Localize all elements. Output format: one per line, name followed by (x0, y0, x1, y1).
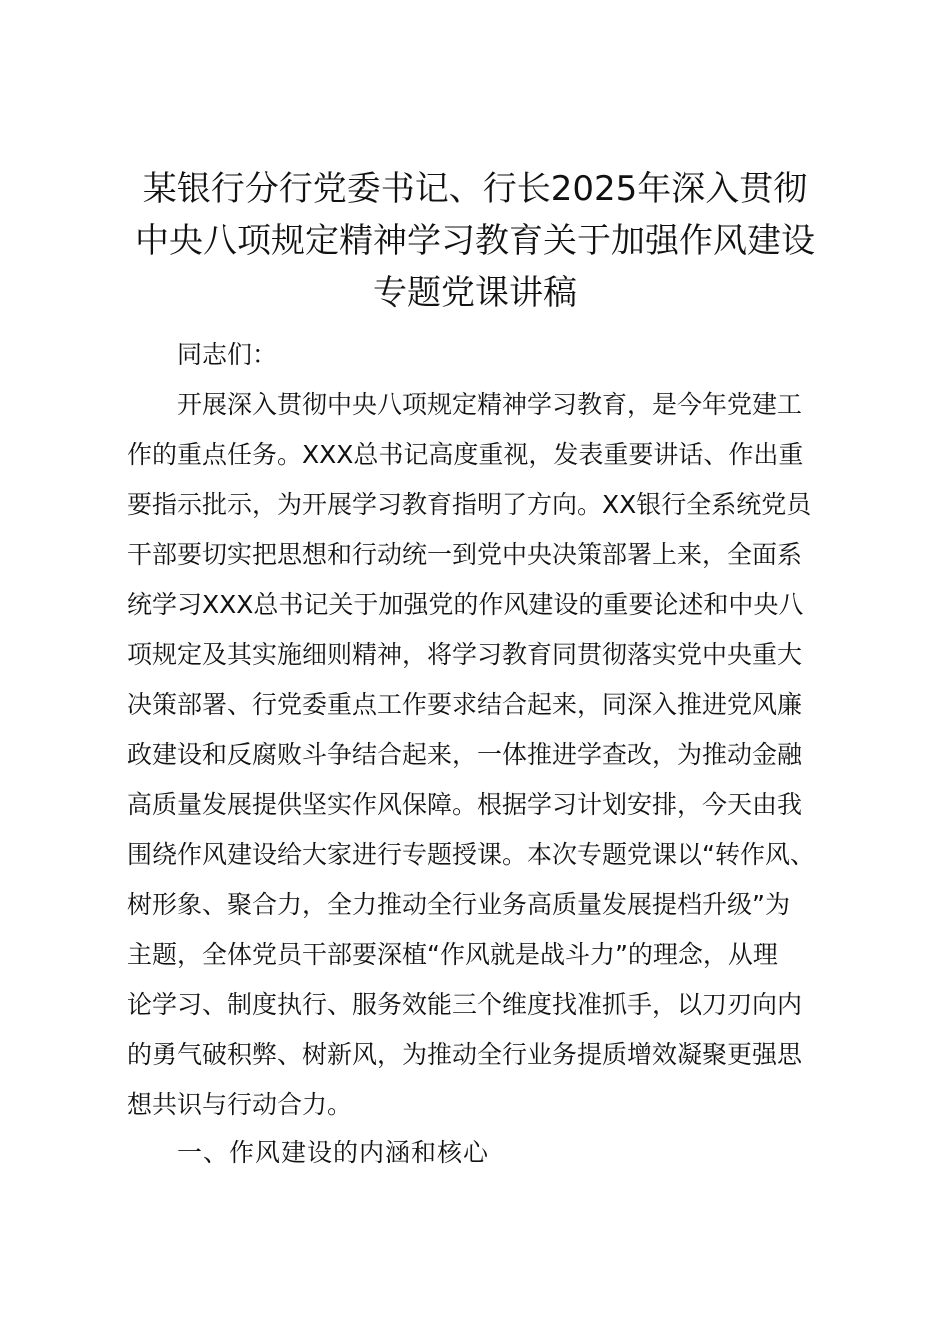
paragraph-line: 项规定及其实施细则精神，将学习教育同贯彻落实党中央重大 (127, 640, 803, 669)
title-line-3: 专题党课讲稿 (373, 273, 577, 313)
paragraph-line: 作的重点任务。XXX总书记高度重视，发表重要讲话、作出重 (127, 440, 804, 469)
paragraph-line: 树形象、聚合力，全力推动全行业务高质量发展提档升级”为 (127, 890, 790, 919)
paragraph-line: 开展深入贯彻中央八项规定精神学习教育，是今年党建工 (177, 390, 803, 419)
paragraph-line: 围绕作风建设给大家进行专题授课。本次专题党课以“转作风、 (127, 840, 815, 869)
title-line-1: 某银行分行党委书记、行长2025年深入贯彻 (142, 169, 808, 209)
paragraph-line: 高质量发展提供坚实作风保障。根据学习计划安排，今天由我 (127, 790, 803, 819)
paragraph-line: 决策部署、行党委重点工作要求结合起来，同深入推进党风廉 (127, 690, 803, 719)
paragraph-intro (127, 380, 831, 1130)
paragraph-line: 想共识与行动合力。 (127, 1090, 353, 1119)
paragraph-line: 干部要切实把思想和行动统一到党中央决策部署上来，全面系 (127, 540, 803, 569)
paragraph-line: 的勇气破积弊、树新风，为推动全行业务提质增效凝聚更强思 (127, 1040, 803, 1069)
paragraph-line: 要指示批示，为开展学习教育指明了方向。XX银行全系统党员 (127, 490, 812, 519)
paragraph-line: 主题，全体党员干部要深植“作风就是战斗力”的理念，从理 (127, 940, 778, 969)
title-line-2: 中央八项规定精神学习教育关于加强作风建设 (135, 221, 815, 261)
paragraph-line: 论学习、制度执行、服务效能三个维度找准抓手，以刀刃向内 (127, 990, 803, 1019)
salutation-text: 同志们： (177, 340, 278, 369)
section-heading-text: 一、作风建设的内涵和核心 (177, 1138, 490, 1167)
salutation (127, 330, 831, 380)
document-title (110, 163, 840, 319)
paragraph-line: 统学习XXX总书记关于加强党的作风建设的重要论述和中央八 (127, 590, 804, 619)
paragraph-line: 政建设和反腐败斗争结合起来，一体推进学查改，为推动金融 (127, 740, 803, 769)
section-heading (127, 1128, 831, 1178)
